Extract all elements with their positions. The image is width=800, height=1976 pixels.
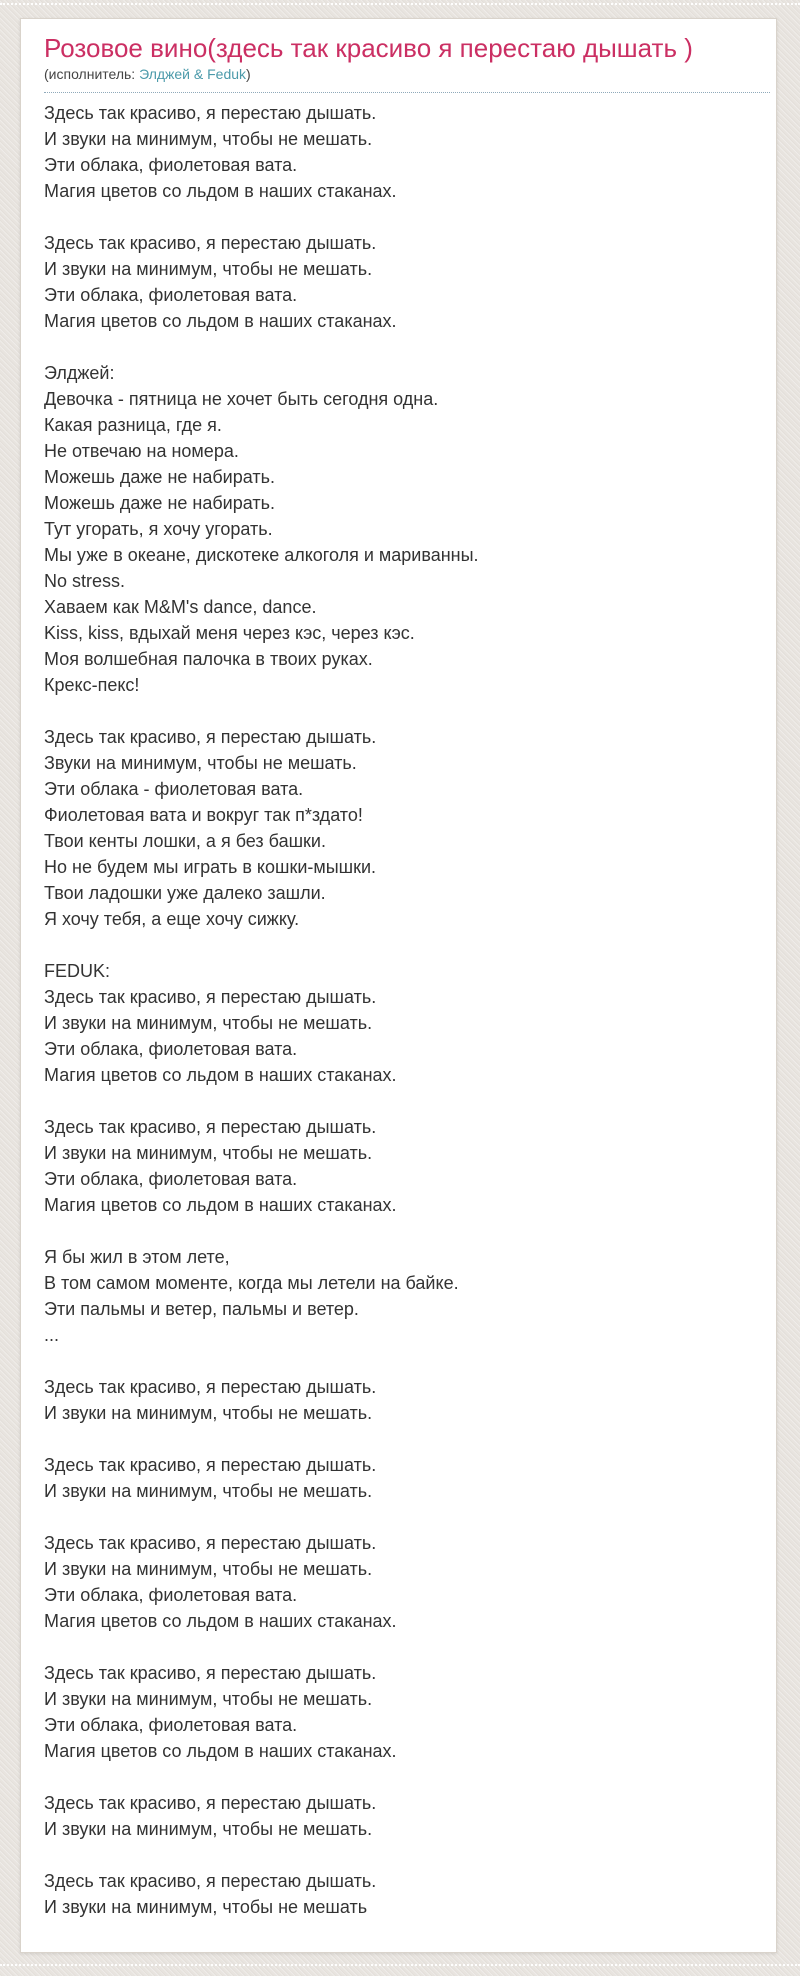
lyrics-line: Магия цветов со льдом в наших стаканах. (44, 181, 397, 201)
lyrics-line: Твои ладошки уже далеко зашли. (44, 883, 326, 903)
lyrics-line: Kiss, kiss, вдыхай меня через кэс, через кэс. (44, 623, 415, 643)
lyrics-line: Здесь так красиво, я перестаю дышать. (44, 1663, 377, 1683)
performer-link[interactable]: Элджей & Feduk (139, 66, 247, 82)
lyrics-text (44, 100, 770, 1920)
lyrics-line: Мы уже в океане, дискотеке алкоголя и мариванны. (44, 545, 479, 565)
performer-suffix: ) (246, 66, 251, 82)
performer-line (44, 65, 770, 83)
lyrics-line: Я бы жил в этом лете, (44, 1247, 230, 1267)
lyrics-line: Эти пальмы и ветер, пальмы и ветер. (44, 1299, 359, 1319)
lyrics-line: Звуки на минимум, чтобы не мешать. (44, 753, 357, 773)
lyrics-line: И звуки на минимум, чтобы не мешать. (44, 129, 373, 149)
lyrics-stanza (44, 1114, 770, 1218)
lyrics-line: Здесь так красиво, я перестаю дышать. (44, 233, 377, 253)
lyrics-line: Здесь так красиво, я перестаю дышать. (44, 103, 377, 123)
lyrics-line: И звуки на минимум, чтобы не мешать. (44, 1559, 373, 1579)
lyrics-line: Крекс-пекс! (44, 675, 140, 695)
lyrics-stanza (44, 958, 770, 1088)
lyrics-line: В том самом моменте, когда мы летели на байке. (44, 1273, 459, 1293)
lyrics-line: Здесь так красиво, я перестаю дышать. (44, 987, 377, 1007)
lyrics-line: Девочка - пятница не хочет быть сегодня одна. (44, 389, 439, 409)
lyrics-line: Эти облака, фиолетовая вата. (44, 155, 298, 175)
lyrics-line: И звуки на минимум, чтобы не мешать. (44, 1403, 373, 1423)
lyrics-line: Моя волшебная палочка в твоих руках. (44, 649, 373, 669)
lyrics-stanza (44, 1868, 770, 1920)
lyrics-line: Эти облака, фиолетовая вата. (44, 1585, 298, 1605)
lyrics-line: И звуки на минимум, чтобы не мешать. (44, 259, 373, 279)
lyrics-line: Эти облака, фиолетовая вата. (44, 1039, 298, 1059)
lyrics-line: И звуки на минимум, чтобы не мешать. (44, 1013, 373, 1033)
lyrics-line: Здесь так красиво, я перестаю дышать. (44, 1533, 377, 1553)
lyrics-line: Можешь даже не набирать. (44, 467, 275, 487)
lyrics-stanza (44, 1790, 770, 1842)
lyrics-line: Можешь даже не набирать. (44, 493, 275, 513)
lyrics-line: Эти облака - фиолетовая вата. (44, 779, 304, 799)
song-title: Розовое вино(здесь так красиво я перестаю дышать ) (44, 33, 693, 63)
lyrics-line: No stress. (44, 571, 126, 591)
lyrics-card (20, 18, 777, 1953)
lyrics-line: FEDUK: (44, 961, 111, 981)
lyrics-line: Магия цветов со льдом в наших стаканах. (44, 1065, 397, 1085)
lyrics-line: Твои кенты лошки, а я без башки. (44, 831, 326, 851)
lyrics-stanza (44, 724, 770, 932)
top-stitch-divider (0, 3, 800, 5)
lyrics-line: Здесь так красиво, я перестаю дышать. (44, 1455, 377, 1475)
lyrics-line: Здесь так красиво, я перестаю дышать. (44, 1377, 377, 1397)
lyrics-stanza (44, 230, 770, 334)
lyrics-line: Эти облака, фиолетовая вата. (44, 1169, 298, 1189)
dotted-separator (44, 92, 770, 93)
lyrics-stanza (44, 360, 770, 698)
lyrics-line: И звуки на минимум, чтобы не мешать. (44, 1689, 373, 1709)
lyrics-line: Хаваем как M&M's dance, dance. (44, 597, 317, 617)
lyrics-line: Не отвечаю на номера. (44, 441, 239, 461)
lyrics-stanza (44, 1244, 770, 1348)
lyrics-line: Магия цветов со льдом в наших стаканах. (44, 1195, 397, 1215)
lyrics-line: Фиолетовая вата и вокруг так п*здато! (44, 805, 363, 825)
lyrics-line: Здесь так красиво, я перестаю дышать. (44, 727, 377, 747)
lyrics-line: Здесь так красиво, я перестаю дышать. (44, 1117, 377, 1137)
lyrics-line: И звуки на минимум, чтобы не мешать. (44, 1481, 373, 1501)
lyrics-line: И звуки на минимум, чтобы не мешать (44, 1897, 368, 1917)
lyrics-line: ... (44, 1325, 60, 1345)
lyrics-stanza (44, 100, 770, 204)
lyrics-line: Магия цветов со льдом в наших стаканах. (44, 311, 397, 331)
lyrics-line: Магия цветов со льдом в наших стаканах. (44, 1611, 397, 1631)
lyrics-line: Здесь так красиво, я перестаю дышать. (44, 1793, 377, 1813)
lyrics-line: Тут угорать, я хочу угорать. (44, 519, 273, 539)
lyrics-line: И звуки на минимум, чтобы не мешать. (44, 1819, 373, 1839)
lyrics-line: Здесь так красиво, я перестаю дышать. (44, 1871, 377, 1891)
lyrics-line: Элджей: (44, 363, 115, 383)
lyrics-line: Эти облака, фиолетовая вата. (44, 1715, 298, 1735)
lyrics-stanza (44, 1660, 770, 1764)
lyrics-line: Эти облака, фиолетовая вата. (44, 285, 298, 305)
lyrics-line: Магия цветов со льдом в наших стаканах. (44, 1741, 397, 1761)
lyrics-line: Какая разница, где я. (44, 415, 222, 435)
lyrics-line: Но не будем мы играть в кошки-мышки. (44, 857, 377, 877)
lyrics-stanza (44, 1374, 770, 1426)
lyrics-line: Я хочу тебя, а еще хочу сижку. (44, 909, 300, 929)
bottom-stitch-divider (0, 1964, 800, 1966)
lyrics-line: И звуки на минимум, чтобы не мешать. (44, 1143, 373, 1163)
performer-label: (исполнитель: (44, 66, 140, 82)
lyrics-stanza (44, 1530, 770, 1634)
lyrics-stanza (44, 1452, 770, 1504)
